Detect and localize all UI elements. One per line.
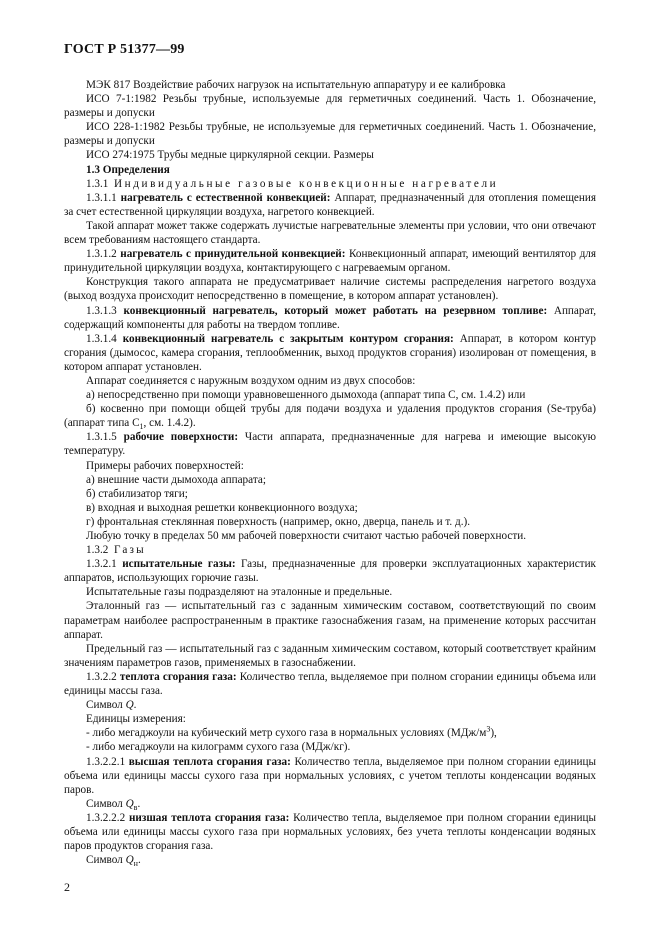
paragraph: Аппарат соединяется с наружным воздухом одним из двух способов: — [86, 374, 416, 387]
definition-paragraph: 1.3.2.2.2 низшая теплота сгорания газа: Количество тепла, выделяемое при полном сгорании единицы объема или единицы массы сухого газа при нормальных условиях, без учета теплоты конденсации водяных паров продуктов сгорания газа. — [64, 811, 596, 853]
definition-paragraph: 1.3.1.2 нагреватель с принудительной конвекцией: Конвекционный аппарат, имеющий вентилятор для принудительной циркуляции воздуха, контактирующего с нагреваемым органом. — [64, 248, 597, 275]
term: теплота сгорания газа: — [119, 670, 237, 683]
subsection-heading: 1.3.1 Индивидуальные газовые конвекционные нагреватели — [86, 177, 499, 190]
symbol-line: Символ Q. — [86, 699, 137, 712]
note-paragraph: Конструкция такого аппарата не предусматривает наличие системы распределения нагретого воздуха (выход воздуха происходит непосредственно в помещение, в котором аппарат установлен). — [64, 276, 596, 303]
note-paragraph: Такой аппарат может также содержать лучистые нагревательные элементы при условии, что они отвечают всем требованиям настоящего стандарта. — [64, 219, 596, 247]
symbol-line: Символ $Q_в$. — [86, 797, 141, 813]
term: испытательные газы: — [122, 558, 236, 571]
document-header: ГОСТ Р 51377—99 — [64, 42, 185, 57]
definition-paragraph: 1.3.2.2 теплота сгорания газа: Количество тепла, выделяемое при полном сгорании единицы объема или единицы массы газа. — [64, 670, 597, 698]
paragraph: Примеры рабочих поверхностей: — [86, 459, 244, 472]
list-item: б) стабилизатор тяги; — [86, 487, 188, 500]
note-paragraph: Любую точку в пределах 50 мм рабочей поверхности считают частью рабочей поверхности. — [86, 530, 527, 542]
definition-paragraph: 1.3.2.1 испытательные газы: Газы, предназначенные для проверки эксплуатационных характеристик аппаратов, использующих горючие газы. — [64, 558, 596, 585]
term: рабочие поверхности: — [123, 431, 239, 444]
term: конвекционный нагреватель, который может работать на резервном топливе: — [123, 304, 548, 317]
term: нагреватель с принудительной конвекцией: — [120, 248, 346, 261]
list-item: б) косвенно при помощи общей трубы для подачи воздуха и удаления продуктов сгорания (Se-труба) (аппарат типа $С_1$, см. 1.4.2). — [64, 403, 596, 432]
definition-paragraph: 1.3.1.4 конвекционный нагреватель с закрытым контуром сгорания: Аппарат, в котором контур сгорания (дымосос, камера сгорания, теплообменник, выход продуктов сгорания) изолирован от помещения, в котором аппарат установлен. — [64, 332, 597, 373]
subsection-heading: 1.3.2 Газы — [86, 544, 146, 557]
list-item: г) фронтальная стеклянная поверхность (например, окно, дверца, панель и т. д.). — [86, 515, 471, 528]
definition-paragraph: 1.3.1.5 рабочие поверхности: Части аппарата, предназначенные для нагрева и имеющие высокую температуру. — [64, 431, 597, 458]
definition-paragraph: 1.3.2.2.1 высшая теплота сгорания газа: Количество тепла, выделяемое при полном сгорании единицы объема или единицы массы сухого газа при нормальных условиях, с учетом теплоты конденсации водяных паров. — [64, 755, 597, 796]
paragraph: Единицы измерения: — [86, 713, 186, 726]
term: нагреватель с естественной конвекцией: — [120, 191, 331, 204]
symbol-line: Символ $Q_н$. — [86, 854, 141, 869]
paragraph: Испытательные газы подразделяют на эталонные и предельные. — [86, 586, 393, 599]
reference-line: МЭК 817 Воздействие рабочих нагрузок на испытательную аппаратуру и ее калибровка — [86, 79, 506, 91]
page-number: 2 — [64, 880, 70, 894]
definition-paragraph: 1.3.1.3 конвекционный нагреватель, который может работать на резервном топливе: Аппарат, содержащий компоненты для работы на твердом топливе. — [64, 304, 596, 331]
list-item: - либо мегаджоули на кубический метр сухого газа в нормальных условиях $(МДж/м^3)$, — [86, 724, 497, 740]
term: высшая теплота сгорания газа: — [128, 755, 291, 768]
term: конвекционный нагреватель с закрытым контуром сгорания: — [122, 332, 454, 345]
reference-line: ИСО 274:1975 Трубы медные циркулярной секции. Размеры — [86, 149, 374, 162]
reference-line: ИСО 228-1:1982 Резьбы трубные, не используемые для герметичных соединений. Часть 1. Обозначение, размеры и допуски — [64, 121, 596, 148]
definition-paragraph: 1.3.1.1 нагреватель с естественной конвекцией: Аппарат, предназначенный для отопления помещения за счет естественной циркуляции воздуха, нагретого конвекцией. — [64, 191, 597, 218]
document-body — [64, 78, 596, 867]
list-item: - либо мегаджоули на килограмм сухого газа (МДж/кг). — [86, 741, 351, 754]
paragraph: Предельный газ — испытательный газ с заданным химическим составом, который соответствует крайним значениям параметров газов, применяемых в газоснабжении. — [64, 642, 596, 669]
reference-line: ИСО 7-1:1982 Резьбы трубные, используемые для герметичных соединений. Часть 1. Обозначение, размеры и допуски — [64, 93, 596, 120]
list-item: а) непосредственно при помощи уравновешенного дымохода (аппарат типа С, см. 1.4.2) или — [86, 389, 526, 402]
term: низшая теплота сгорания газа: — [128, 811, 290, 824]
list-item: а) внешние части дымохода аппарата; — [86, 473, 266, 486]
list-item: в) входная и выходная решетки конвекционного воздуха; — [86, 501, 358, 514]
paragraph: Эталонный газ — испытательный газ с заданным химическим составом, соответствующий по своим параметрам наиболее распространенным в практике газоснабжения газам, на применение которых рассчитан аппарат. — [64, 600, 596, 641]
section-heading: 1.3 Определения — [86, 163, 170, 176]
